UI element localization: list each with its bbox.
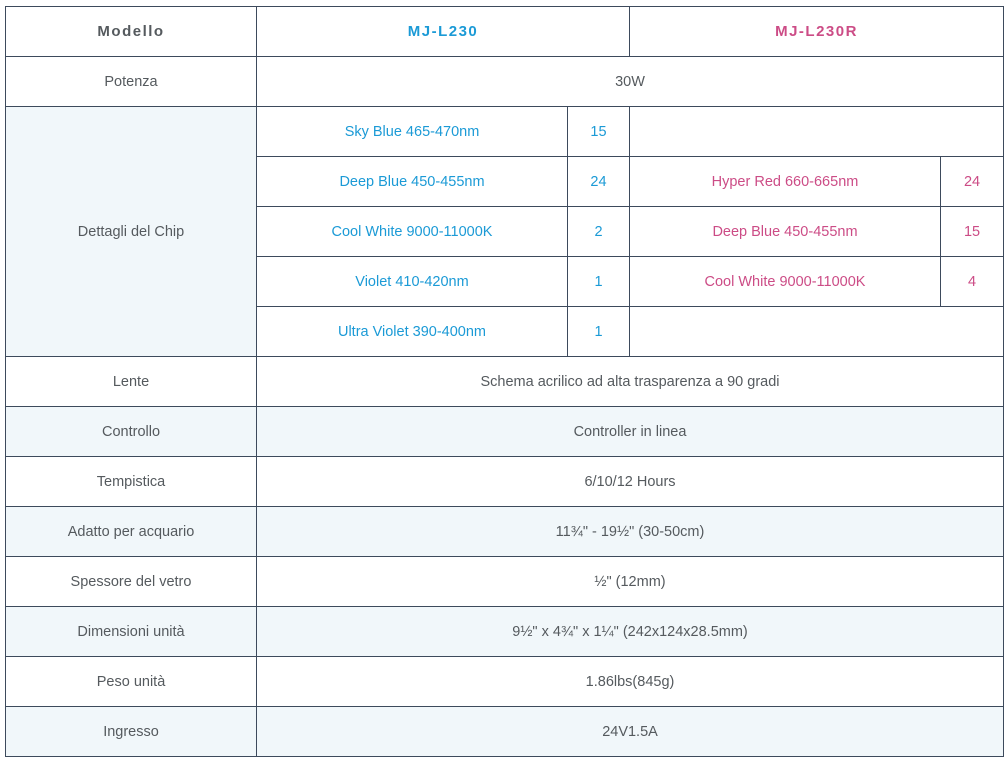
spec-label: Controllo xyxy=(6,407,257,457)
chip-b-count: 24 xyxy=(941,157,1004,207)
model-a-name: MJ-L230 xyxy=(257,7,630,57)
chip-b-count: 15 xyxy=(941,207,1004,257)
model-row xyxy=(6,7,1004,57)
spec-label: Lente xyxy=(6,357,257,407)
spec-row-weight xyxy=(6,657,1004,707)
spec-label: Adatto per acquario xyxy=(6,507,257,557)
model-label: Modello xyxy=(6,7,257,57)
chip-b-name: Cool White 9000-11000K xyxy=(630,257,941,307)
spec-label: Ingresso xyxy=(6,707,257,757)
spec-value: 24V1.5A xyxy=(257,707,1004,757)
spec-label: Spessore del vetro xyxy=(6,557,257,607)
chip-a-count: 1 xyxy=(568,307,630,357)
spec-label: Dimensioni unità xyxy=(6,607,257,657)
spec-table xyxy=(5,6,1004,757)
spec-row-dimensions xyxy=(6,607,1004,657)
chip-a-count: 2 xyxy=(568,207,630,257)
chip-a-name: Cool White 9000-11000K xyxy=(257,207,568,257)
chip-b-count: 4 xyxy=(941,257,1004,307)
chip-b-empty xyxy=(630,107,1004,157)
spec-row-glass xyxy=(6,557,1004,607)
chip-a-count: 15 xyxy=(568,107,630,157)
spec-value: 11¾" - 19½" (30-50cm) xyxy=(257,507,1004,557)
chip-row xyxy=(6,107,1004,157)
spec-value: 6/10/12 Hours xyxy=(257,457,1004,507)
spec-row-tank xyxy=(6,507,1004,557)
chip-a-name: Violet 410-420nm xyxy=(257,257,568,307)
chip-a-name: Ultra Violet 390-400nm xyxy=(257,307,568,357)
power-label: Potenza xyxy=(6,57,257,107)
chip-b-name: Hyper Red 660-665nm xyxy=(630,157,941,207)
power-row xyxy=(6,57,1004,107)
spec-label: Tempistica xyxy=(6,457,257,507)
spec-value: ½" (12mm) xyxy=(257,557,1004,607)
chip-a-name: Deep Blue 450-455nm xyxy=(257,157,568,207)
chip-a-count: 1 xyxy=(568,257,630,307)
model-b-name: MJ-L230R xyxy=(630,7,1004,57)
spec-row-lens xyxy=(6,357,1004,407)
spec-value: Controller in linea xyxy=(257,407,1004,457)
chip-a-name: Sky Blue 465-470nm xyxy=(257,107,568,157)
chip-a-count: 24 xyxy=(568,157,630,207)
spec-row-input xyxy=(6,707,1004,757)
spec-value: 1.86lbs(845g) xyxy=(257,657,1004,707)
chip-b-empty xyxy=(630,307,1004,357)
chip-b-name: Deep Blue 450-455nm xyxy=(630,207,941,257)
spec-row-control xyxy=(6,407,1004,457)
spec-value: 9½" x 4¾" x 1¼" (242x124x28.5mm) xyxy=(257,607,1004,657)
spec-label: Peso unità xyxy=(6,657,257,707)
spec-row-timing xyxy=(6,457,1004,507)
chip-label: Dettagli del Chip xyxy=(6,107,257,357)
spec-value: Schema acrilico ad alta trasparenza a 90 gradi xyxy=(257,357,1004,407)
power-value: 30W xyxy=(257,57,1004,107)
